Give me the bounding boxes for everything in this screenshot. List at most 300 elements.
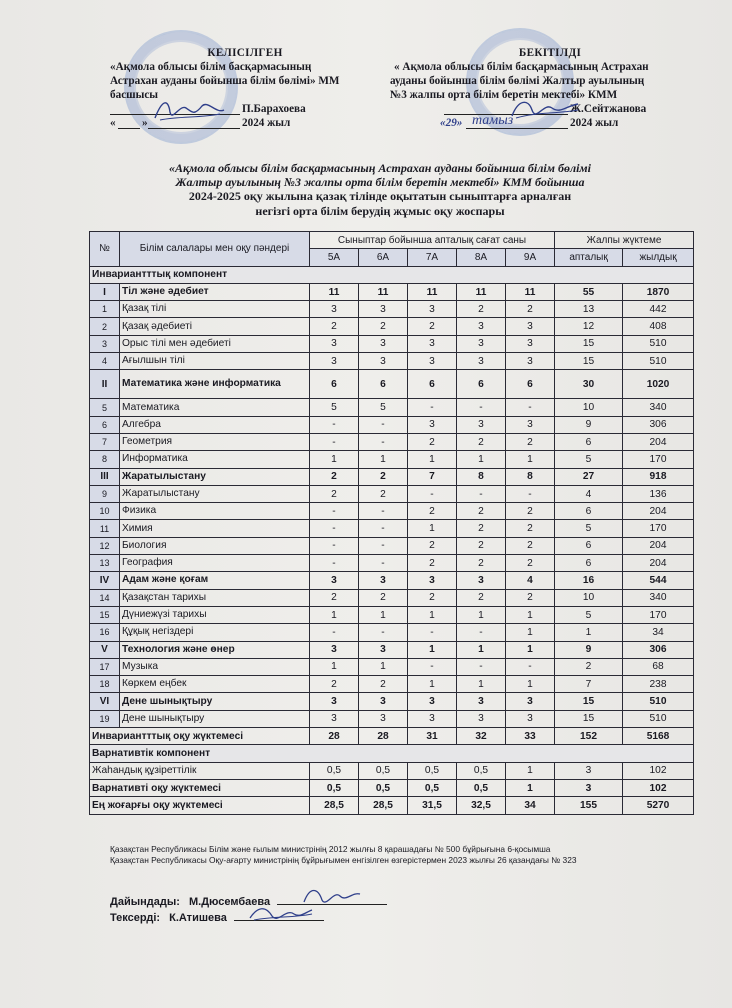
hours-9a: 11 (506, 283, 555, 300)
hours-9a: 1 (506, 676, 555, 693)
hours-8a: 1 (457, 451, 506, 468)
yearly-total: 238 (623, 676, 694, 693)
weekly-total: 15 (555, 353, 623, 370)
hours-5a: - (310, 433, 359, 450)
yearly-total: 5270 (623, 797, 694, 814)
row-subject: Жаһандық құзіреттілік (90, 762, 310, 779)
hours-7a: 31,5 (408, 797, 457, 814)
hours-9a: 3 (506, 710, 555, 727)
hours-8a: 2 (457, 589, 506, 606)
title-line-3: 2024-2025 оқу жылына қазақ тілінде оқытатын сыныптарға арналған (188, 189, 572, 204)
approval-right-date-year: 2024 жыл (570, 117, 619, 129)
yearly-total: 510 (623, 693, 694, 710)
weekly-total: 6 (555, 555, 623, 572)
hours-7a: 2 (408, 555, 457, 572)
subject-row (90, 606, 694, 623)
approval-left-line1: «Ақмола облысы білім басқармасының (110, 61, 312, 73)
hours-5a: 28,5 (310, 797, 359, 814)
title-line-2: Жалтыр ауылының №3 жалпы орта білім беретін мектебі» КММ бойынша (175, 175, 585, 190)
row-subject: Қазақ әдебиеті (120, 318, 310, 335)
hours-7a: - (408, 624, 457, 641)
hours-8a: - (457, 399, 506, 416)
weekly-total: 5 (555, 451, 623, 468)
hours-5a: 6 (310, 370, 359, 399)
header-class-6a: 6А (359, 249, 408, 266)
subject-row (90, 335, 694, 352)
weekly-total: 6 (555, 537, 623, 554)
hours-5a: 1 (310, 451, 359, 468)
hours-9a: 1 (506, 641, 555, 658)
hours-7a: 2 (408, 433, 457, 450)
hours-7a: 3 (408, 693, 457, 710)
left-signature (150, 94, 230, 128)
hours-6a: 0,5 (359, 762, 408, 779)
hours-6a: 3 (359, 693, 408, 710)
yearly-total: 340 (623, 399, 694, 416)
hours-6a: - (359, 555, 408, 572)
yearly-total: 170 (623, 520, 694, 537)
hours-9a: 2 (506, 537, 555, 554)
hours-6a: - (359, 624, 408, 641)
hours-6a: 3 (359, 572, 408, 589)
hours-8a: 11 (457, 283, 506, 300)
approval-right-signer: Ж.Сейтжанова (570, 103, 647, 115)
section-title: Варнативтік компонент (90, 745, 694, 762)
hours-9a: 6 (506, 370, 555, 399)
hours-6a: 6 (359, 370, 408, 399)
yearly-total: 306 (623, 641, 694, 658)
header-num: № (90, 232, 120, 267)
hours-8a: 3 (457, 335, 506, 352)
row-number: VI (90, 693, 120, 710)
header-class-5a: 5А (310, 249, 359, 266)
hours-7a: - (408, 485, 457, 502)
yearly-total: 204 (623, 555, 694, 572)
hours-9a: 3 (506, 693, 555, 710)
yearly-total: 306 (623, 416, 694, 433)
row-number: 3 (90, 335, 120, 352)
hours-9a: 2 (506, 503, 555, 520)
hours-9a: 2 (506, 301, 555, 318)
section-title: Инвариантттық компонент (90, 266, 694, 283)
hours-7a: 2 (408, 503, 457, 520)
row-subject: Адам және қоғам (120, 572, 310, 589)
total-row (90, 728, 694, 745)
subject-row (90, 520, 694, 537)
header-subject: Білім салалары мен оқу пәндері (120, 232, 310, 267)
weekly-total: 15 (555, 335, 623, 352)
row-number: 15 (90, 606, 120, 623)
row-subject: Химия (120, 520, 310, 537)
weekly-total: 5 (555, 520, 623, 537)
hours-7a: 3 (408, 416, 457, 433)
approval-left-line3: басшысы (110, 89, 159, 101)
hours-7a: 31 (408, 728, 457, 745)
hours-6a: - (359, 416, 408, 433)
hours-5a: 0,5 (310, 762, 359, 779)
header-weekly-hours: Сыныптар бойынша апталық сағат саны (310, 232, 555, 249)
hours-5a: 3 (310, 335, 359, 352)
yearly-total: 34 (623, 624, 694, 641)
row-subject: Ең жоғарғы оқу жүктемесі (90, 797, 310, 814)
hours-8a: 2 (457, 537, 506, 554)
title-line-4: негізгі орта білім берудің жұмыс оқу жоспары (255, 203, 505, 218)
hours-6a: 0,5 (359, 779, 408, 796)
hours-9a: 8 (506, 468, 555, 485)
approval-right-title: БЕКІТІЛДІ (518, 47, 582, 59)
weekly-total: 4 (555, 485, 623, 502)
row-subject: Алгебра (120, 416, 310, 433)
hours-9a: 3 (506, 353, 555, 370)
hours-9a: - (506, 399, 555, 416)
hours-8a: 32 (457, 728, 506, 745)
hours-9a: 34 (506, 797, 555, 814)
subject-row (90, 555, 694, 572)
weekly-total: 5 (555, 606, 623, 623)
approval-left-date-year: 2024 жыл (242, 117, 291, 129)
hours-8a: 1 (457, 641, 506, 658)
hours-6a: 3 (359, 301, 408, 318)
subject-row (90, 537, 694, 554)
hours-6a: 1 (359, 451, 408, 468)
row-number: II (90, 370, 120, 399)
section-row (90, 266, 694, 283)
hours-6a: - (359, 537, 408, 554)
hours-7a: 11 (408, 283, 457, 300)
hours-5a: 2 (310, 318, 359, 335)
footnote-2: Қазақстан Республикасы Оқу-ағарту министрінің бұйрығымен енгізілген өзгерістермен 2023 жылғы 26 қазандағы № 323 (110, 855, 577, 865)
approval-right-date-day: «29» (440, 117, 463, 129)
hours-5a: - (310, 520, 359, 537)
weekly-total: 10 (555, 399, 623, 416)
hours-5a: 2 (310, 468, 359, 485)
hours-5a: 3 (310, 693, 359, 710)
row-number: 8 (90, 451, 120, 468)
hours-8a: 3 (457, 318, 506, 335)
subject-row (90, 353, 694, 370)
row-subject: Орыс тілі мен әдебиеті (120, 335, 310, 352)
weekly-total: 15 (555, 693, 623, 710)
hours-7a: 3 (408, 335, 457, 352)
row-number: 19 (90, 710, 120, 727)
row-number: V (90, 641, 120, 658)
row-number: 13 (90, 555, 120, 572)
weekly-total: 155 (555, 797, 623, 814)
hours-9a: 3 (506, 335, 555, 352)
hours-5a: 3 (310, 710, 359, 727)
row-subject: Математика (120, 399, 310, 416)
hours-8a: 3 (457, 693, 506, 710)
row-number: 7 (90, 433, 120, 450)
hours-5a: 1 (310, 658, 359, 675)
yearly-total: 340 (623, 589, 694, 606)
yearly-total: 204 (623, 537, 694, 554)
row-subject: Технология және өнер (120, 641, 310, 658)
group-row (90, 641, 694, 658)
row-subject: Дене шынықтыру (120, 693, 310, 710)
weekly-total: 2 (555, 658, 623, 675)
hours-5a: 2 (310, 589, 359, 606)
curriculum-table (89, 231, 694, 815)
weekly-total: 1 (555, 624, 623, 641)
checked-signature (246, 902, 316, 926)
prepared-name: М.Дюсембаева (188, 896, 271, 908)
hours-9a: 1 (506, 451, 555, 468)
hours-8a: - (457, 658, 506, 675)
yearly-total: 102 (623, 762, 694, 779)
group-row (90, 693, 694, 710)
subject-row (90, 503, 694, 520)
row-number: 2 (90, 318, 120, 335)
row-subject: Дүниежүзі тарихы (120, 606, 310, 623)
hours-7a: 7 (408, 468, 457, 485)
weekly-total: 9 (555, 641, 623, 658)
hours-5a: 3 (310, 301, 359, 318)
subject-row (90, 318, 694, 335)
row-number: 9 (90, 485, 120, 502)
yearly-total: 5168 (623, 728, 694, 745)
hours-8a: 3 (457, 710, 506, 727)
row-subject: Қазақстан тарихы (120, 589, 310, 606)
row-subject: География (120, 555, 310, 572)
yearly-total: 510 (623, 710, 694, 727)
hours-9a: 2 (506, 555, 555, 572)
hours-7a: 2 (408, 589, 457, 606)
yearly-total: 408 (623, 318, 694, 335)
hours-5a: 2 (310, 676, 359, 693)
hours-7a: 3 (408, 572, 457, 589)
hours-6a: 2 (359, 485, 408, 502)
row-subject: Ағылшын тілі (120, 353, 310, 370)
approval-right-date-month: тамыз (472, 113, 514, 128)
weekly-total: 6 (555, 503, 623, 520)
hours-6a: 3 (359, 641, 408, 658)
hours-8a: 3 (457, 572, 506, 589)
weekly-total: 30 (555, 370, 623, 399)
checked-name: К.Атишева (169, 912, 227, 924)
row-number: 1 (90, 301, 120, 318)
row-number: 10 (90, 503, 120, 520)
row-number: 5 (90, 399, 120, 416)
hours-9a: - (506, 658, 555, 675)
hours-7a: - (408, 658, 457, 675)
hours-5a: - (310, 624, 359, 641)
hours-6a: 2 (359, 589, 408, 606)
row-number: 6 (90, 416, 120, 433)
subject-row (90, 676, 694, 693)
weekly-total: 27 (555, 468, 623, 485)
approval-left-date-open: « (110, 117, 116, 129)
hours-8a: 2 (457, 433, 506, 450)
header-class-8a: 8А (457, 249, 506, 266)
subject-row (90, 710, 694, 727)
hours-6a: 3 (359, 353, 408, 370)
weekly-total: 6 (555, 433, 623, 450)
hours-6a: - (359, 433, 408, 450)
hours-7a: 6 (408, 370, 457, 399)
row-number: I (90, 283, 120, 300)
hours-7a: - (408, 399, 457, 416)
hours-7a: 1 (408, 520, 457, 537)
header-total-load: Жалпы жүктеме (555, 232, 694, 249)
hours-5a: 3 (310, 353, 359, 370)
hours-6a: - (359, 503, 408, 520)
weekly-total: 15 (555, 710, 623, 727)
yearly-total: 204 (623, 503, 694, 520)
yearly-total: 136 (623, 485, 694, 502)
section-row (90, 745, 694, 762)
hours-9a: 4 (506, 572, 555, 589)
hours-6a: 28,5 (359, 797, 408, 814)
weekly-total: 12 (555, 318, 623, 335)
footnote-1: Қазақстан Республикасы Білім және ғылым министрінің 2012 жылғы 8 қарашадағы № 500 бұйрығына 6-қосымша (110, 844, 551, 854)
subject-row (90, 624, 694, 641)
approval-right-line3: №3 жалпы орта білім беретін мектебі» КММ (390, 89, 618, 101)
hours-5a: - (310, 537, 359, 554)
subject-row (90, 589, 694, 606)
subject-row (90, 301, 694, 318)
row-number: IV (90, 572, 120, 589)
yearly-total: 510 (623, 353, 694, 370)
hours-9a: 3 (506, 318, 555, 335)
hours-8a: 8 (457, 468, 506, 485)
hours-8a: 3 (457, 416, 506, 433)
subject-row (90, 399, 694, 416)
hours-8a: 2 (457, 555, 506, 572)
row-subject: Инвариантттық оқу жүктемесі (90, 728, 310, 745)
row-subject: Физика (120, 503, 310, 520)
hours-5a: 11 (310, 283, 359, 300)
hours-5a: 1 (310, 606, 359, 623)
hours-7a: 1 (408, 641, 457, 658)
group-row (90, 370, 694, 399)
subject-row (90, 451, 694, 468)
row-number: 17 (90, 658, 120, 675)
footnotes (110, 844, 710, 866)
hours-6a: 3 (359, 335, 408, 352)
hours-7a: 3 (408, 710, 457, 727)
hours-7a: 3 (408, 353, 457, 370)
hours-6a: 1 (359, 606, 408, 623)
hours-5a: 0,5 (310, 779, 359, 796)
row-subject: Құқық негіздері (120, 624, 310, 641)
weekly-total: 3 (555, 762, 623, 779)
group-row (90, 572, 694, 589)
approval-left-signer: П.Барахоева (242, 103, 306, 115)
hours-5a: 5 (310, 399, 359, 416)
checked-label: Тексерді: (110, 912, 161, 924)
row-number: 12 (90, 537, 120, 554)
row-subject: Математика және информатика (120, 370, 310, 399)
hours-8a: 2 (457, 520, 506, 537)
header-weekly-total: апталық (555, 249, 623, 266)
yearly-total: 170 (623, 606, 694, 623)
yearly-total: 544 (623, 572, 694, 589)
hours-9a: 1 (506, 779, 555, 796)
hours-8a: 3 (457, 353, 506, 370)
hours-6a: 1 (359, 658, 408, 675)
row-subject: Дене шынықтыру (120, 710, 310, 727)
approval-right-line1: « Ақмола облысы білім басқармасының Астрахан (394, 61, 649, 73)
subject-row (90, 433, 694, 450)
hours-8a: 2 (457, 301, 506, 318)
right-signature (508, 96, 584, 126)
hours-5a: 3 (310, 641, 359, 658)
hours-9a: 33 (506, 728, 555, 745)
hours-8a: 1 (457, 676, 506, 693)
hours-9a: 2 (506, 589, 555, 606)
hours-6a: 2 (359, 676, 408, 693)
row-number: 16 (90, 624, 120, 641)
hours-8a: 2 (457, 503, 506, 520)
weekly-total: 7 (555, 676, 623, 693)
total-row (90, 797, 694, 814)
row-subject: Тіл және әдебиет (120, 283, 310, 300)
row-subject: Жаратылыстану (120, 468, 310, 485)
row-subject: Геометрия (120, 433, 310, 450)
hours-6a: 3 (359, 710, 408, 727)
hours-6a: 5 (359, 399, 408, 416)
row-subject: Көркем еңбек (120, 676, 310, 693)
hours-8a: 1 (457, 606, 506, 623)
weekly-total: 152 (555, 728, 623, 745)
approval-left-title: КЕЛІСІЛГЕН (207, 47, 283, 59)
subject-row (90, 416, 694, 433)
hours-5a: 2 (310, 485, 359, 502)
hours-5a: 28 (310, 728, 359, 745)
hours-7a: 0,5 (408, 762, 457, 779)
hours-5a: - (310, 555, 359, 572)
hours-7a: 2 (408, 318, 457, 335)
hours-7a: 1 (408, 606, 457, 623)
hours-9a: 1 (506, 606, 555, 623)
document-title (100, 161, 660, 218)
row-subject: Қазақ тілі (120, 301, 310, 318)
hours-6a: 28 (359, 728, 408, 745)
hours-8a: 32,5 (457, 797, 506, 814)
row-subject: Варнативті оқу жүктемесі (90, 779, 310, 796)
row-subject: Музыка (120, 658, 310, 675)
yearly-total: 1870 (623, 283, 694, 300)
hours-7a: 1 (408, 676, 457, 693)
hours-9a: 2 (506, 520, 555, 537)
row-number: 11 (90, 520, 120, 537)
yearly-total: 442 (623, 301, 694, 318)
weekly-total: 3 (555, 779, 623, 796)
prepared-label: Дайындады: (110, 896, 180, 908)
hours-8a: - (457, 485, 506, 502)
hours-9a: 3 (506, 416, 555, 433)
weekly-total: 10 (555, 589, 623, 606)
hours-7a: 3 (408, 301, 457, 318)
total-row (90, 779, 694, 796)
yearly-total: 68 (623, 658, 694, 675)
row-subject: Биология (120, 537, 310, 554)
hours-8a: 0,5 (457, 762, 506, 779)
row-number: III (90, 468, 120, 485)
hours-6a: 2 (359, 468, 408, 485)
weekly-total: 9 (555, 416, 623, 433)
hours-6a: 2 (359, 318, 408, 335)
subject-row (90, 485, 694, 502)
hours-7a: 2 (408, 537, 457, 554)
hours-8a: 6 (457, 370, 506, 399)
header-class-7a: 7А (408, 249, 457, 266)
group-row (90, 283, 694, 300)
subject-row (90, 762, 694, 779)
header-class-9a: 9А (506, 249, 555, 266)
weekly-total: 13 (555, 301, 623, 318)
